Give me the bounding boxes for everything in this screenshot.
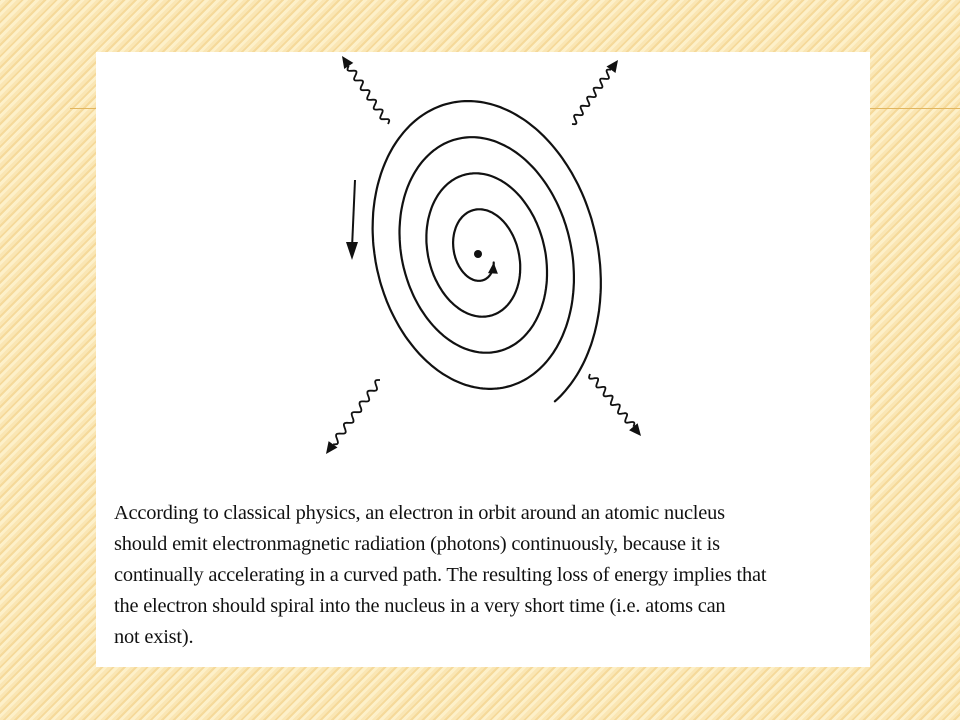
photon-arrowhead bbox=[607, 60, 619, 73]
photon-wave-line bbox=[333, 380, 380, 444]
nucleus-dot bbox=[474, 250, 482, 258]
photon-arrowhead bbox=[326, 441, 338, 454]
diagram-caption: According to classical physics, an electron in orbit around an atomic nucleus should emit electronmagnetic radiation (photons) continuously, because it is continually accelerating in a curved path. The resulting loss of energy implies that the electron should spiral into the nucleus in a very short time (i.e. atoms can not exist). bbox=[114, 502, 767, 648]
outer-direction-arrow bbox=[346, 180, 358, 260]
inner-spiral-arrowhead bbox=[488, 263, 498, 274]
photon-wave-top-left bbox=[342, 56, 389, 124]
electron-spiral-path bbox=[373, 101, 601, 401]
photon-wave-bottom-left bbox=[326, 380, 380, 454]
photon-wave-line bbox=[348, 66, 390, 124]
photon-wave-line bbox=[572, 70, 611, 125]
electron-spiral-diagram bbox=[96, 52, 870, 492]
photon-arrowhead bbox=[629, 423, 641, 436]
photon-wave-top-right bbox=[572, 60, 618, 124]
photon-wave-bottom-right bbox=[589, 374, 641, 436]
slide-content-panel bbox=[96, 52, 870, 667]
photon-wave-line bbox=[589, 374, 634, 427]
